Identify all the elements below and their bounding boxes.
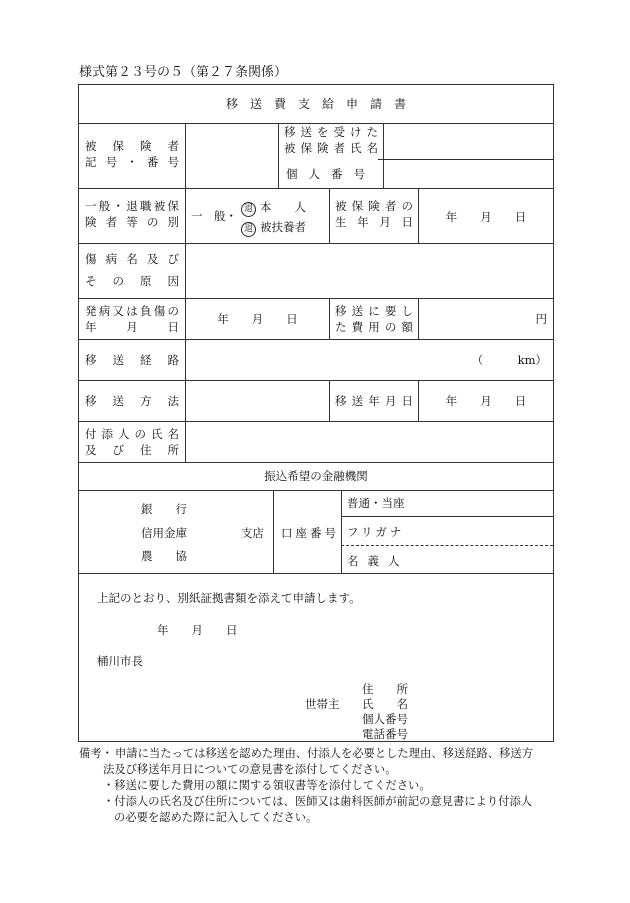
rule: [329, 298, 330, 339]
cost-unit[interactable]: 円: [535, 312, 547, 326]
form-number: 様式第２３号の５（第２７条関係）: [79, 65, 288, 80]
rule: [79, 490, 553, 491]
route-label: 移送経路: [85, 353, 179, 367]
application-form: [78, 84, 554, 742]
account-type[interactable]: 普通・当座: [347, 496, 405, 510]
dashed-rule: [341, 545, 553, 546]
note-line: ・移送に要した費用の額に関する領収書等を添付してください。: [103, 779, 431, 792]
insured-number-label: 被保険者 記号・番号: [85, 139, 179, 169]
rule: [79, 573, 553, 574]
cost-label: 移送に要し た費用の額: [335, 304, 413, 334]
category-honnin[interactable]: 退 本 人: [241, 199, 306, 217]
address-label: 住 所: [362, 682, 408, 696]
retired-circle-icon: 退: [241, 202, 256, 217]
illness-label: 傷病名及び その原因: [85, 252, 179, 288]
furigana-label: フリガナ: [347, 525, 405, 539]
bank-option-nokyo: 農 協: [141, 549, 187, 563]
rule: [79, 462, 553, 463]
rule: [79, 188, 553, 189]
declaration-date[interactable]: 年 月 日: [157, 623, 238, 637]
transported-name-field[interactable]: [384, 124, 553, 158]
illness-field[interactable]: [186, 244, 553, 298]
birthdate-value[interactable]: 年 月 日: [445, 210, 527, 224]
form-title: 移 送 費 支 給 申 請 書: [225, 97, 406, 111]
category-ippan: 一 般・: [191, 209, 237, 223]
method-label: 移送方法: [85, 394, 179, 408]
transport-date-value[interactable]: 年 月 日: [445, 394, 527, 408]
note-line: ・付添人の氏名及び住所については、医師又は歯科医師が前記の意見書により付添人: [103, 795, 533, 808]
attendant-label: 付添人の氏名 及び住所: [85, 427, 179, 457]
rule: [341, 516, 553, 517]
phone-label: 電話番号: [362, 727, 408, 741]
retired-circle-icon: 退: [241, 222, 256, 237]
onset-label: 発病又は負傷の 年 月 日: [85, 304, 179, 334]
rule: [79, 380, 553, 381]
rule: [341, 490, 342, 573]
rule: [273, 490, 274, 573]
rule: [79, 298, 553, 299]
transport-date-label: 移送年月日: [335, 394, 413, 408]
notes-prefix: 備考・: [79, 747, 113, 760]
category-label: 一般・退職被保 険者等の別: [85, 199, 179, 229]
rule: [329, 380, 330, 421]
category-fuyou[interactable]: 退 被扶養者: [241, 219, 306, 237]
account-holder-label: 名義人: [347, 554, 409, 568]
addressee: 桶川市長: [97, 654, 143, 668]
note-line: 申請に当たっては移送を認めた理由、付添人を必要とした理由、移送経路、移送方: [115, 747, 533, 760]
declaration-statement: 上記のとおり、別紙証拠書類を添えて申請します。: [97, 591, 361, 605]
bank-option-shinkin: 信用金庫: [141, 526, 187, 540]
note-line: 法及び移送年月日についての意見書を添付してください。: [103, 763, 397, 776]
onset-value[interactable]: 年 月 日: [217, 312, 298, 326]
rule: [329, 188, 330, 243]
rule: [378, 159, 553, 160]
transported-name-label: 移送を受けた 被保険者氏名: [284, 125, 378, 155]
householder-label: 世帯主: [305, 697, 340, 711]
route-unit[interactable]: （ km）: [471, 353, 547, 367]
personal-number-label: 個人番号: [286, 167, 376, 181]
note-line: の必要を認めた際に記入してください。: [114, 811, 318, 824]
account-number-label: 口座番号: [281, 526, 339, 540]
bank-option-bank: 銀 行: [141, 502, 187, 516]
rule: [79, 339, 553, 340]
personal-number-decl-label: 個人番号: [362, 712, 408, 726]
attendant-field[interactable]: [186, 422, 553, 462]
name-label: 氏 名: [362, 697, 408, 711]
branch-label: 支店: [241, 526, 264, 540]
bank-header: 振込希望の金融機関: [264, 469, 368, 483]
birthdate-label: 被保険者の 生年月日: [335, 199, 413, 229]
